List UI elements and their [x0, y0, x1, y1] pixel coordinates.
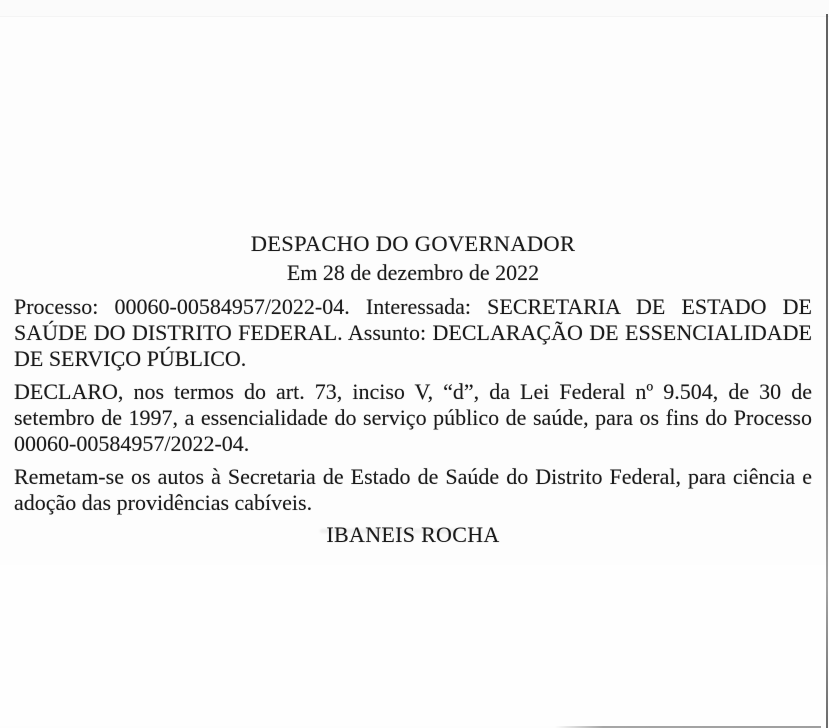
scan-right-edge-artifact — [826, 14, 828, 728]
dispatch-document — [14, 229, 812, 548]
document-date-line: Em 28 de dezembro de 2022 — [286, 260, 540, 285]
paragraph-declaro: DECLARO, nos termos do art. 73, inciso V, “d”, da Lei Federal nº 9.504, de 30 de setembro de 1997, a essencialidade do serviço público de saúde, para os fins do Processo 00060-00584957/2022-04. — [14, 379, 812, 456]
signature-name: IBANEIS ROCHA — [326, 522, 500, 547]
document-title: DESPACHO DO GOVERNADOR — [250, 231, 576, 256]
paragraph-remetam: Remetam-se os autos à Secretaria de Estado de Saúde do Distrito Federal, para ciência e adoção das providências cabíveis. — [14, 464, 812, 515]
scan-top-edge-artifact — [0, 0, 829, 17]
scan-tone-band — [0, 565, 826, 726]
paragraph-processo: Processo: 00060-00584957/2022-04. Interessada: SECRETARIA DE ESTADO DE SAÚDE DO DISTRITO FEDERAL. Assunto: DECLARAÇÃO DE ESSENCIALIDADE DE SERVIÇO PÚBLICO. — [14, 294, 812, 371]
